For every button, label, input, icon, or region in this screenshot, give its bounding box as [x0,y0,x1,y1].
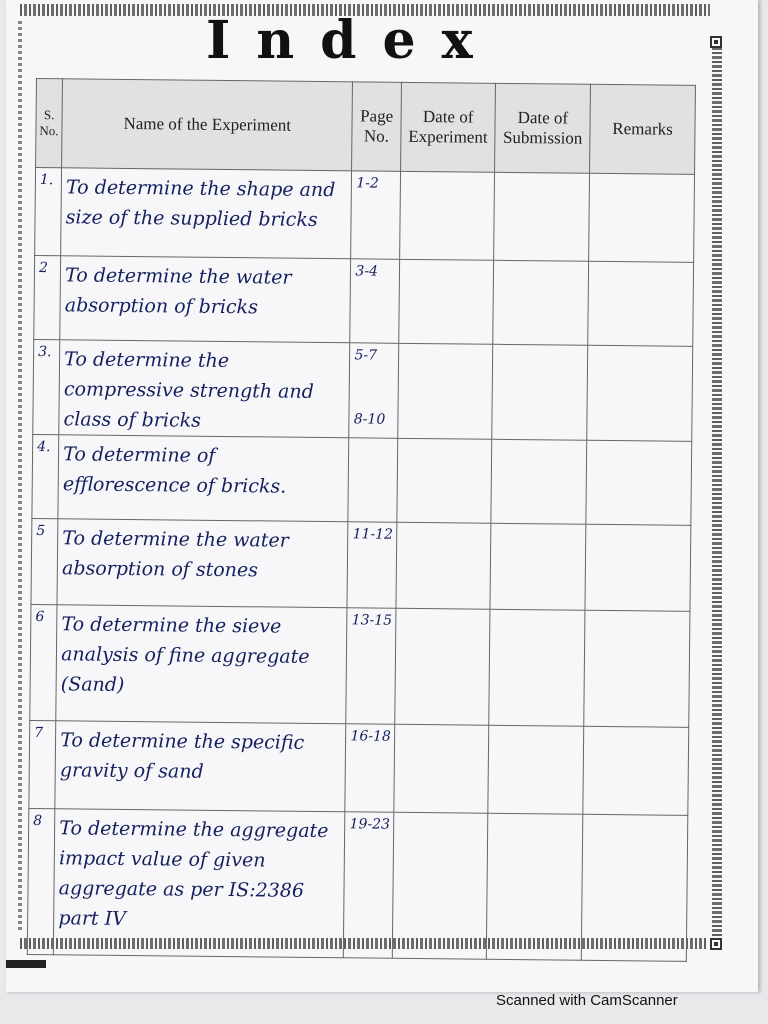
table-row [29,720,689,815]
row-sno: 8 [27,808,55,954]
row-page-no [346,608,396,725]
row-remarks [587,345,693,441]
row-sno: 1. [35,168,62,256]
row-remarks [581,814,687,961]
row-date-experiment [398,259,494,344]
row-experiment-name: To determine the compressive strength and class of bricks [59,340,350,438]
row-sno: 5 [31,518,58,604]
table-row [27,808,687,961]
row-date-submission [492,344,588,440]
decorative-border-left [18,20,22,930]
row-experiment-name: To determine the aggregate impact value of given aggregate as per IS:2386 part IV [54,809,346,958]
page-range-continued: 8-10 [353,411,386,428]
table-row [30,604,690,727]
row-date-submission [490,523,586,610]
row-date-experiment [399,171,495,260]
row-date-experiment [394,608,490,725]
decorative-border-right [712,40,722,936]
row-remarks [585,524,691,611]
row-page-no [349,343,398,439]
row-page-no [350,259,399,344]
row-date-experiment [397,343,493,439]
row-sno: 4. [32,434,59,518]
row-page-no [344,812,394,958]
row-page-no [348,438,397,523]
header-date-experiment: Date of Experiment [400,82,496,172]
table-row [34,255,694,346]
row-date-submission [493,260,589,345]
index-table [27,78,696,962]
row-date-submission [491,439,587,524]
row-page-no [345,724,394,813]
row-date-experiment [397,438,493,523]
border-corner-ornament [710,938,722,950]
row-date-submission [494,172,590,261]
page-title: Index [206,10,499,71]
row-remarks [589,173,695,262]
header-name: Name of the Experiment [62,79,353,171]
row-date-submission [489,609,585,726]
row-remarks [584,610,690,727]
row-remarks [586,440,692,525]
table-row [32,434,692,525]
header-page: Page No. [352,82,401,172]
border-corner-ornament [710,36,722,48]
table-row [33,339,693,441]
row-sno: 6 [30,604,57,720]
row-sno: 7 [29,720,56,808]
row-date-submission [488,725,584,814]
page-range: 3-4 [355,263,378,280]
table-row [31,518,691,611]
page-range: 5-7 [354,347,378,364]
page-range: 16-18 [350,728,391,745]
header-remarks: Remarks [590,84,696,174]
page-range: 13-15 [351,612,393,629]
row-sno: 3. [33,339,60,434]
table-header-row [36,79,696,175]
row-experiment-name: To determine the sieve analysis of fine aggregate (Sand) [56,605,347,724]
scanner-watermark: Scanned with CamScanner [496,992,678,1009]
row-page-no [351,171,400,260]
row-date-experiment [394,724,490,813]
header-date-submission: Date of Submission [495,83,591,173]
header-sno: S. No. [36,79,63,168]
row-date-experiment [392,812,488,959]
row-page-no [347,522,396,609]
row-experiment-name: To determine the shape and size of the supplied bricks [61,168,352,259]
binding-edge [6,960,46,968]
row-remarks [588,261,694,346]
notebook-page [6,0,758,992]
row-date-experiment [396,522,492,609]
row-experiment-name: To determine the water absorption of bricks [60,256,351,343]
row-experiment-name: To determine of efflorescence of bricks. [58,435,349,522]
row-experiment-name: To determine the specific gravity of sand [55,721,346,812]
row-sno: 2 [34,255,61,339]
row-remarks [583,726,689,815]
page-range: 19-23 [349,816,391,833]
page-range: 11-12 [352,526,394,543]
row-date-submission [487,813,583,960]
table-row [35,168,695,263]
page-range: 1-2 [356,175,379,192]
row-experiment-name: To determine the water absorption of stones [57,519,348,608]
